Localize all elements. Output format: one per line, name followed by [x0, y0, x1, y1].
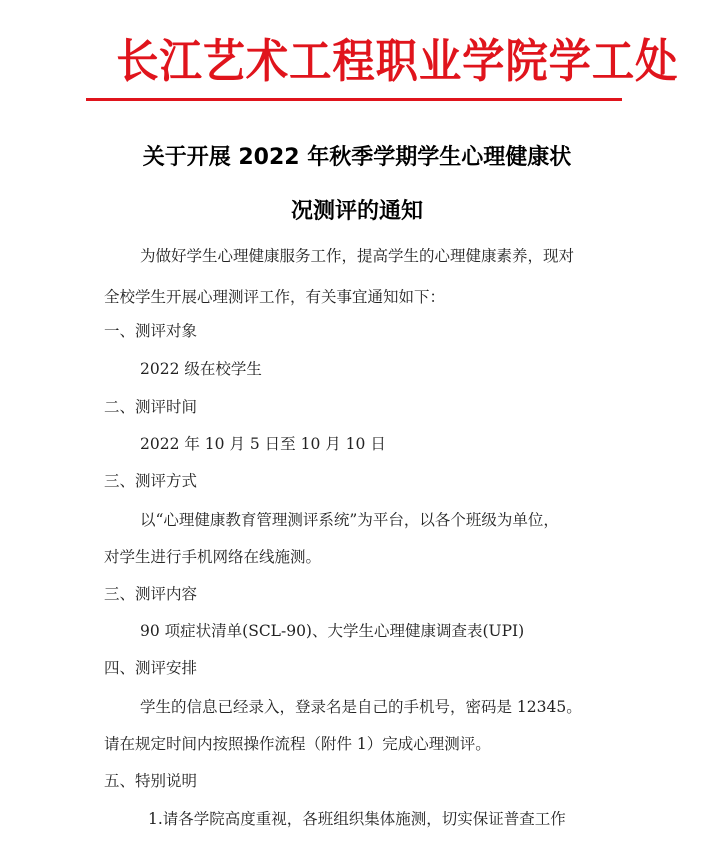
- section-heading: 二、测评时间: [104, 398, 198, 416]
- notice-title-line-2: 况测评的通知: [290, 199, 423, 224]
- section-text: 90 项症状清单(SCL-90)、大学生心理健康调查表(UPI): [140, 622, 525, 640]
- section-heading: 三、测评内容: [104, 585, 198, 603]
- section-heading: 四、测评安排: [104, 659, 198, 677]
- org-header: 长江艺术工程职业学院学工处: [116, 34, 679, 88]
- section-text: 2022 年 10 月 5 日至 10 月 10 日: [140, 435, 386, 453]
- section-text: 学生的信息已经录入，登录名是自己的手机号，密码是 12345。: [140, 698, 582, 716]
- section-heading: 五、特别说明: [104, 772, 198, 790]
- section-text: 以“心理健康教育管理测评系统”为平台，以各个班级为单位，: [140, 511, 559, 529]
- section-text: 2022 级在校学生: [140, 360, 262, 378]
- intro-line-1: 为做好学生心理健康服务工作，提高学生的心理健康素养，现对: [140, 247, 575, 265]
- intro-line-2: 全校学生开展心理测评工作，有关事宜通知如下：: [104, 288, 446, 306]
- section-text: 请在规定时间内按照操作流程（附件 1）完成心理测评。: [104, 735, 491, 753]
- notice-title-line-1: 关于开展 2022 年秋季学期学生心理健康状: [142, 145, 572, 170]
- section-heading: 一、测评对象: [104, 322, 198, 340]
- section-text: 对学生进行手机网络在线施测。: [104, 548, 322, 566]
- section-text: 1.请各学院高度重视，各班组织集体施测，切实保证普查工作: [148, 810, 566, 828]
- section-heading: 三、测评方式: [104, 472, 198, 490]
- header-rule: [86, 98, 622, 101]
